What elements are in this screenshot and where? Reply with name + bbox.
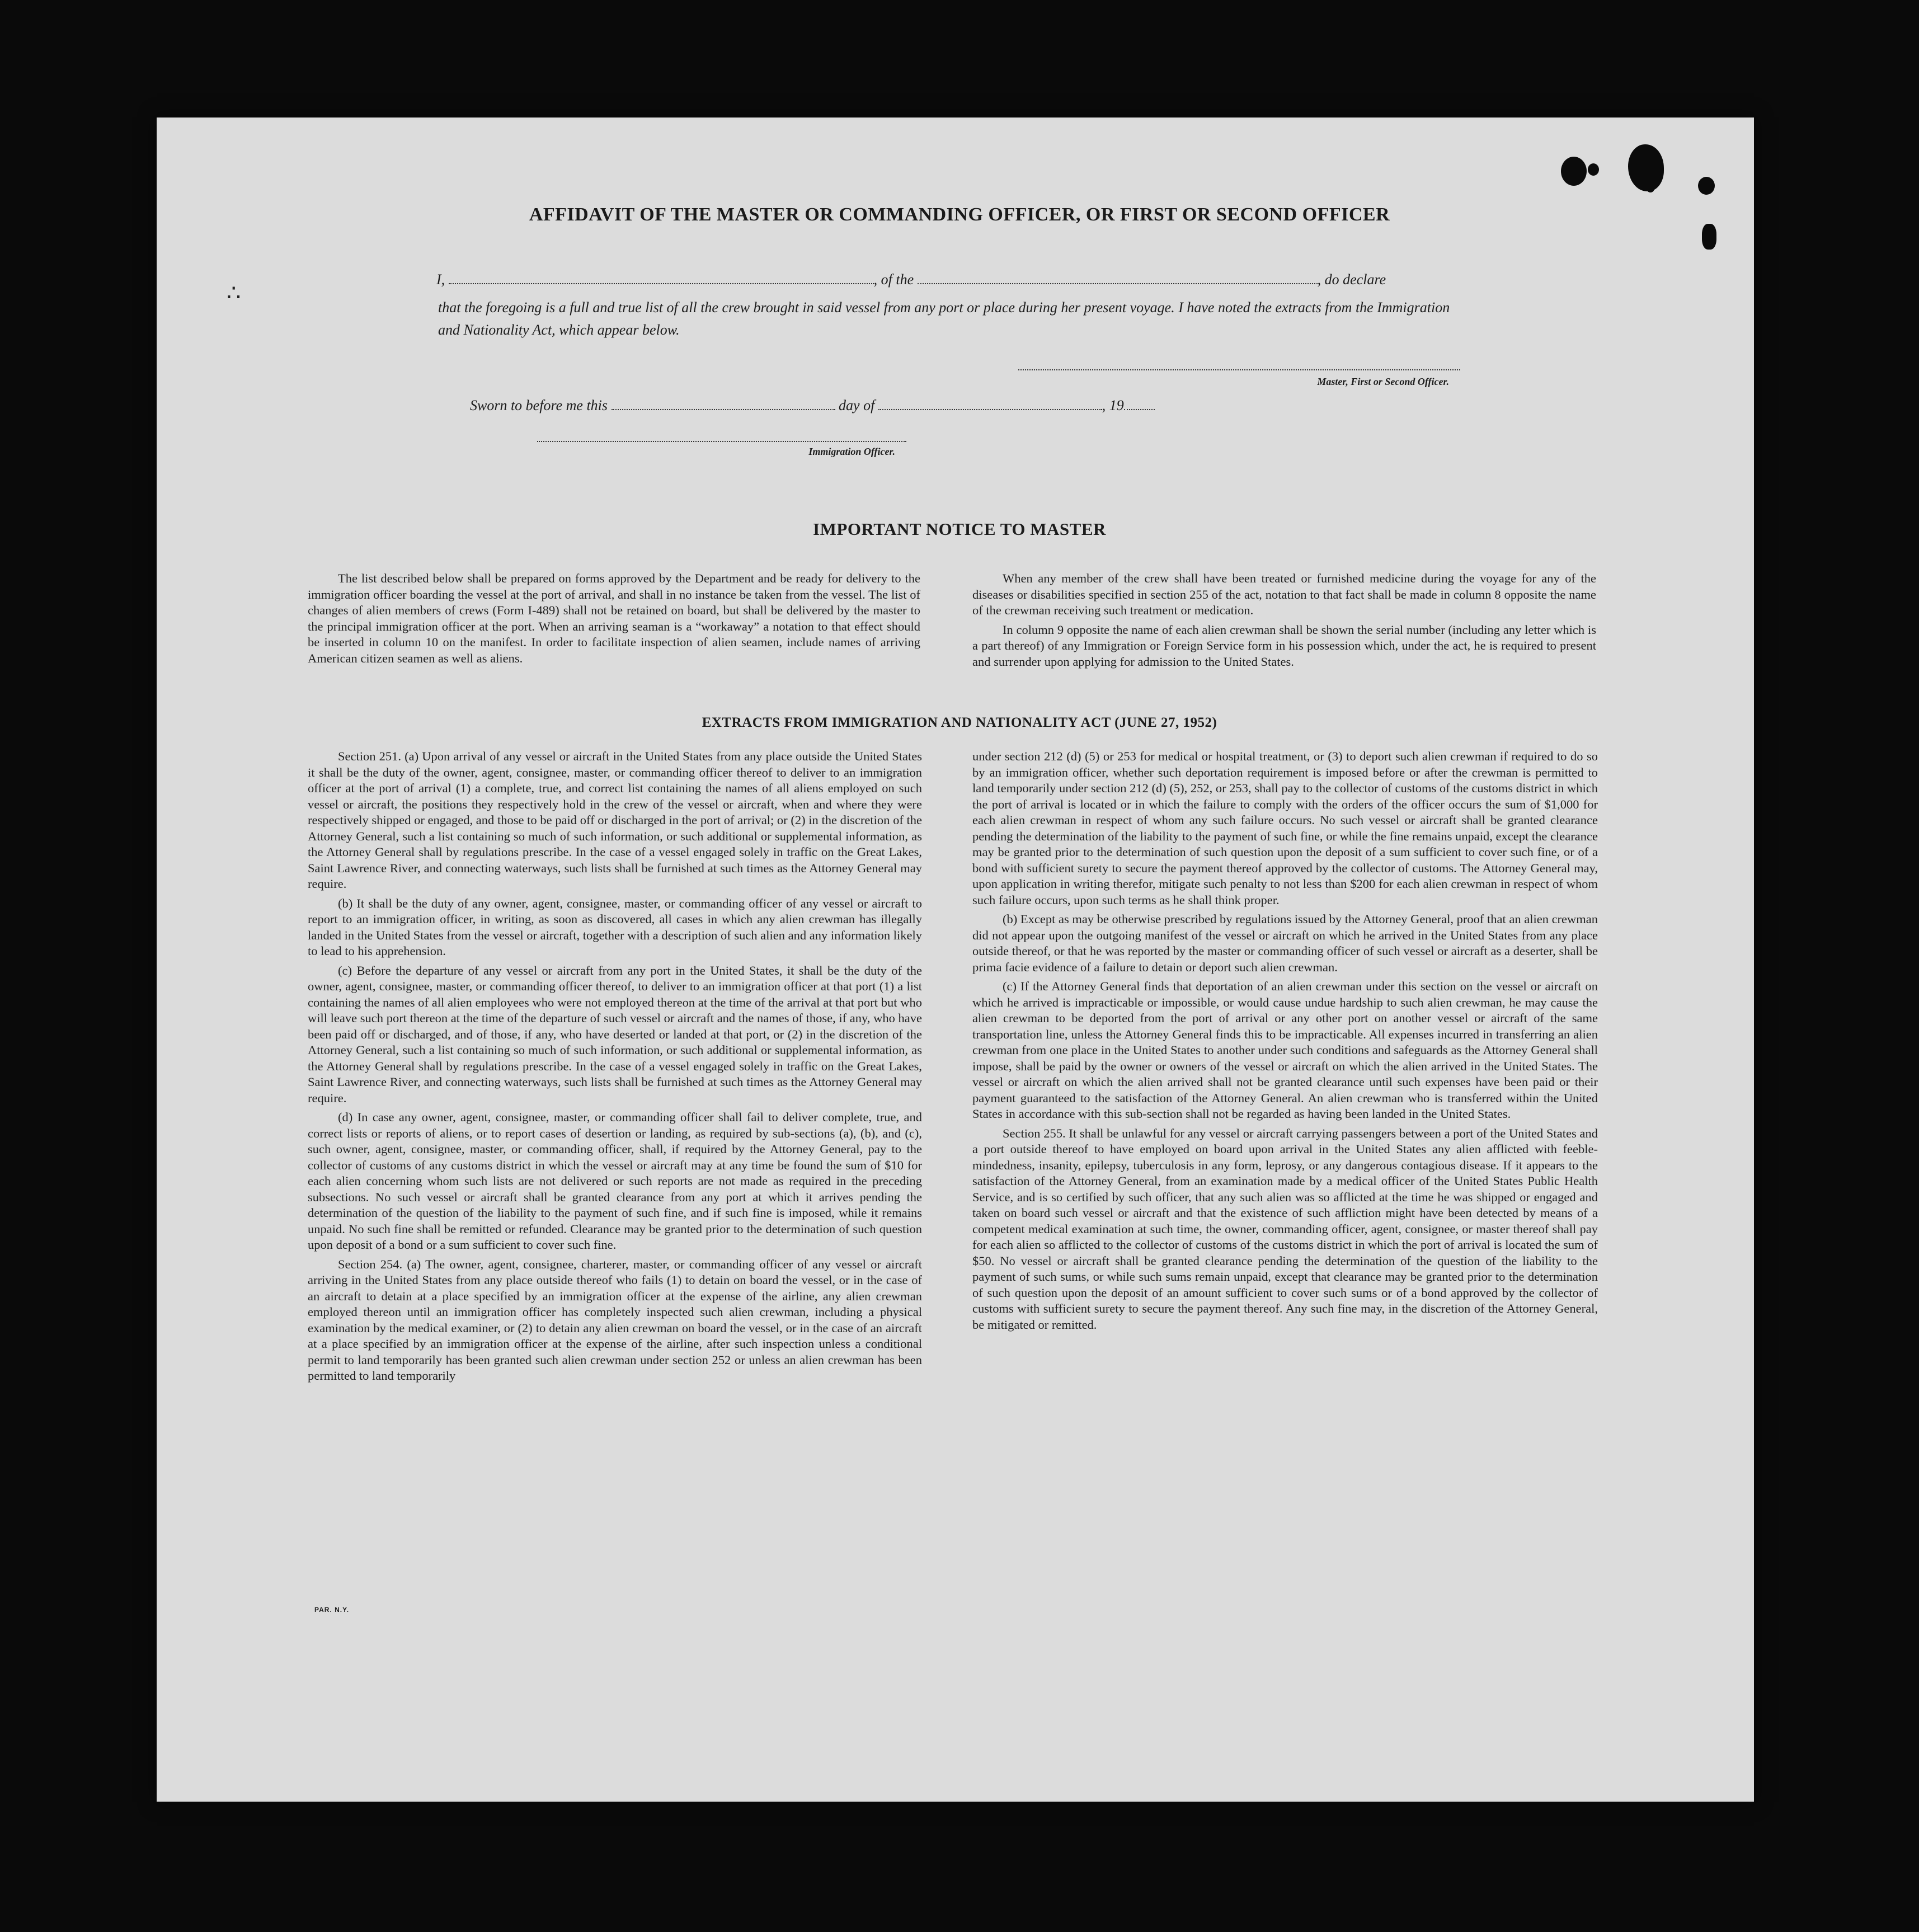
declaration-text: that the foregoing is a full and true list of all the crew brought in said vessel from any port or place during her present voyage. I have noted the extracts from the Immigration and Nationality Act, which appear below. bbox=[438, 299, 1450, 338]
sworn-month-field[interactable] bbox=[878, 398, 1102, 410]
day-of-label: day of bbox=[839, 397, 875, 413]
section-254-a: Section 254. (a) The owner, agent, consignee, charterer, master, or commanding officer of any vessel or aircraft arriving in the United States from any place outside thereof who fails (1) to detain on board the vessel, or in the case of an aircraft to detain at a place specified by an immigration officer at the expense of the airline, any alien crewman employed thereon until an immigration officer has completely inspected such alien crewman, including a physical examination by the medical examiner, or (2) to detain any alien crewman on board the vessel, or in the case of an aircraft at a place specified by an immigration officer at the expense of the airline, after such inspection unless a conditional permit to land temporarily has been granted such alien crewman under section 252 or unless an alien crewman has been permitted to land temporarily bbox=[308, 1257, 922, 1383]
section-251-c: (c) Before the departure of any vessel or aircraft from any port in the United States, it shall be the duty of the owner, agent, consignee, master, or commanding officer thereof, to deliver to an immigration officer at that port (1) a list containing the names of all alien employees who were not employed thereon at the time of the arrival at that port but who will leave such port thereon at the time of the departure of such vessel or aircraft and the names of those, if any, who have been paid off or discharged, and of those, if any, who have deserted or landed at that port, or (2) in the discretion of the Attorney General, such a list containing so much of such information, or such additional or supplemental information, as the Attorney General shall by regulations prescribe. In the case of a vessel engaged solely in traffic on the Great Lakes, Saint Lawrence River, and connecting waterways, such lists shall be furnished at such times as the Attorney General may require. bbox=[308, 963, 922, 1105]
printer-mark: PAR. N.Y. bbox=[314, 1606, 350, 1614]
sworn-day-field[interactable] bbox=[612, 398, 835, 410]
immigration-officer-label: Immigration Officer. bbox=[808, 446, 895, 457]
declaration-line bbox=[436, 271, 1469, 294]
ink-blot bbox=[1588, 163, 1599, 176]
section-251-b: (b) It shall be the duty of any owner, agent, consignee, master, or commanding officer of any vessel or aircraft to report to an immigration officer, in writing, as soon as discovered, all cases in which any alien crewman has illegally landed in the United States from the vessel or aircraft, together with a description of such alien and any information likely to lead to his apprehension. bbox=[308, 896, 922, 958]
section-254-c: (c) If the Attorney General finds that deportation of an alien crewman under this section on the vessel or aircraft on which he arrived is impracticable or impossible, or would cause undue hardship to such alien crewman, he may cause the alien crewman to be deported from the port of arrival or any other port on another vessel or aircraft of the same transportation line, unless the Attorney General finds this to be impracticable. All expenses incurred in transferring an alien crewman from one place in the United States to another under such conditions and safeguards as the Attorney General shall impose, shall be paid by the owner or owners of the vessel or aircraft on which the alien arrived in the United States. The vessel or aircraft on which the alien arrived shall not be granted clearance until such expenses have been paid or their payment guaranteed to the satisfaction of the Attorney General. An alien crewman who is transferred within the United States in accordance with this sub-section shall not be regarded as having been landed in the United States. bbox=[972, 979, 1598, 1121]
notice-title: IMPORTANT NOTICE TO MASTER bbox=[813, 519, 1106, 539]
sworn-label: Sworn to before me this bbox=[470, 397, 608, 413]
decl-do-declare-label: , do declare bbox=[1317, 271, 1386, 288]
vessel-field[interactable] bbox=[918, 272, 1318, 284]
ink-blot bbox=[1698, 177, 1715, 195]
notice-paragraph: In column 9 opposite the name of each alien crewman shall be shown the serial number (including any letter which is a part thereof) of any Immigration or Foreign Service form in his possession which, under the act, he is required to present and surrender upon applying for admission to the United States. bbox=[972, 622, 1596, 669]
section-255: Section 255. It shall be unlawful for any vessel or aircraft carrying passengers between a port of the United States and a port outside thereof to have employed on board upon arrival in the United States any alien afflicted with feeble-mindedness, insanity, epilepsy, tuberculosis in any form, leprosy, or any dangerous contagious disease. If it appears to the satisfaction of the Attorney General, from an examination made by a medical officer of the United States Public Health Service, and is so certified by such officer, that any such alien was so afflicted at the time he was shipped or engaged and taken on board such vessel or aircraft and that the existence of such affliction might have been detected by means of a competent medical examination at such time, the owner, commanding officer, agent, consignee, or master thereof shall pay for each alien so afflicted to the collector of customs of the customs district in which the port of arrival is located the sum of $50. No vessel or aircraft shall be granted clearance pending the determination of the question of the liability to the payment of such sums, or while such sums remain unpaid, except that clearance may be granted prior to the determination of such question upon the deposit of an amount sufficient to cover such sums or of a bond approved by the collector of customs with sufficient surety to secure the payment thereof. Any such fine may, in the discretion of the Attorney General, be mitigated or remitted. bbox=[972, 1126, 1598, 1332]
margin-dots: ∴ bbox=[227, 280, 238, 305]
ink-blot bbox=[1702, 224, 1716, 250]
ink-blot bbox=[1561, 157, 1587, 186]
notice-paragraph: The list described below shall be prepared on forms approved by the Department and be ready for delivery to the immigration officer boarding the vessel at the port of arrival, and shall in no instance be taken from the vessel. The list of changes of alien members of crews (Form I-489) shall not be retained on board, but shall be delivered by the master to the principal immigration officer at the port. When an arriving seaman is a “workaway” a notation to that effect should be inserted in column 10 on the manifest. In order to facilitate inspection of alien seamen, include names of arriving American citizen seamen as well as aliens. bbox=[308, 571, 920, 665]
notice-left-column bbox=[308, 571, 920, 670]
section-251-d: (d) In case any owner, agent, consignee, master, or commanding officer shall fail to deliver complete, true, and correct lists or reports of aliens, or to report cases of desertion or landing, as required by sub-sections (a), (b), and (c), such owner, agent, consignee, master, or commanding officer, shall, if required by the Attorney General, pay to the collector of customs of any customs district in which the vessel or aircraft may at any time be found the sum of $10 for each alien concerning whom such lists are not delivered or such reports are not made as required in the preceding subsections. No such vessel or aircraft shall be granted clearance from any port at which it arrives pending the determination of the question of the liability to the payment of such fine, and if such fine is imposed, while it remains unpaid. No such fine shall be remitted or refunded. Clearance may be granted prior to the determination of such question upon deposit of a bond or a sum sufficient to cover such fine. bbox=[308, 1110, 922, 1252]
ink-blot bbox=[1628, 144, 1664, 191]
master-signature-field[interactable] bbox=[1018, 369, 1460, 370]
ink-blot bbox=[1647, 185, 1654, 192]
master-signature-label: Master, First or Second Officer. bbox=[1317, 376, 1449, 387]
sworn-year-field[interactable] bbox=[1124, 398, 1155, 410]
extracts-left-column bbox=[308, 749, 922, 1388]
decl-of-the-label: , of the bbox=[873, 271, 914, 288]
extracts-right-column bbox=[972, 749, 1598, 1336]
notice-paragraph: When any member of the crew shall have been treated or furnished medicine during the voyage for any of the diseases or disabilities specified in section 255 of the act, notation to that fact shall be made in column 8 opposite the name of the crewman receiving such treatment or medication. bbox=[972, 571, 1596, 617]
section-254-a-continued: under section 212 (d) (5) or 253 for medical or hospital treatment, or (3) to deport such alien crewman if required to do so by an immigration officer, whether such deportation requirement is imposed before or after the crewman is permitted to land temporarily under section 212 (d) (5), 252, or 253, shall pay to the collector of customs of the customs district in which the port of arrival is located or in which the failure to comply with the orders of the officer occurs the sum of $1,000 for each alien crewman in respect of whom any such failure occurs. No such vessel or aircraft shall be granted clearance pending the determination of the liability to the payment of such fine, or while the fine remains unpaid, except the clearance may be granted prior to the determination of such question upon the deposit of a sum sufficient to cover such fine, or of a bond with sufficient surety to secure the payment thereof approved by the collector of customs. The Attorney General may, upon application in writing therefor, mitigate such penalty to not less than $200 for each alien crewman in respect of whom such failure occurs, upon such terms as he shall think proper. bbox=[972, 749, 1598, 907]
extracts-title: EXTRACTS FROM IMMIGRATION AND NATIONALITY ACT (JUNE 27, 1952) bbox=[702, 715, 1217, 730]
decl-i-label: I, bbox=[436, 271, 445, 288]
affidavit-title: AFFIDAVIT OF THE MASTER OR COMMANDING OFFICER, OR FIRST OR SECOND OFFICER bbox=[529, 204, 1390, 225]
immigration-officer-signature-field[interactable] bbox=[537, 441, 906, 442]
sworn-line bbox=[470, 397, 1225, 414]
name-field[interactable] bbox=[449, 272, 874, 284]
section-251-a: Section 251. (a) Upon arrival of any vessel or aircraft in the United States from any place outside the United States it shall be the duty of the owner, agent, consignee, master, or commanding officer thereof to deliver to an immigration officer at the port of arrival (1) a complete, true, and correct list containing the names of all aliens employed on such vessel or aircraft, the positions they respectively hold in the crew of the vessel or aircraft, when and where they were respectively shipped or engaged, and those to be paid off or discharged in the port of arrival; or (2) in the discretion of the Attorney General, such a list containing so much of such information, or such additional or supplemental information, as the Attorney General shall by regulations prescribe. In the case of a vessel engaged solely in traffic on the Great Lakes, Saint Lawrence River, and connecting waterways, such lists shall be furnished at such times as the Attorney General may require. bbox=[308, 749, 922, 891]
notice-right-column bbox=[972, 571, 1596, 673]
year-label: , 19 bbox=[1102, 397, 1124, 413]
section-254-b: (b) Except as may be otherwise prescribed by regulations issued by the Attorney General, proof that an alien crewman did not appear upon the outgoing manifest of the vessel or aircraft on which he arrived in the United States from any place outside thereof, or that he was reported by the master or commanding officer of such vessel or aircraft as a deserter, shall be prima facie evidence of a failure to detain or deport such alien crewman. bbox=[972, 912, 1598, 974]
